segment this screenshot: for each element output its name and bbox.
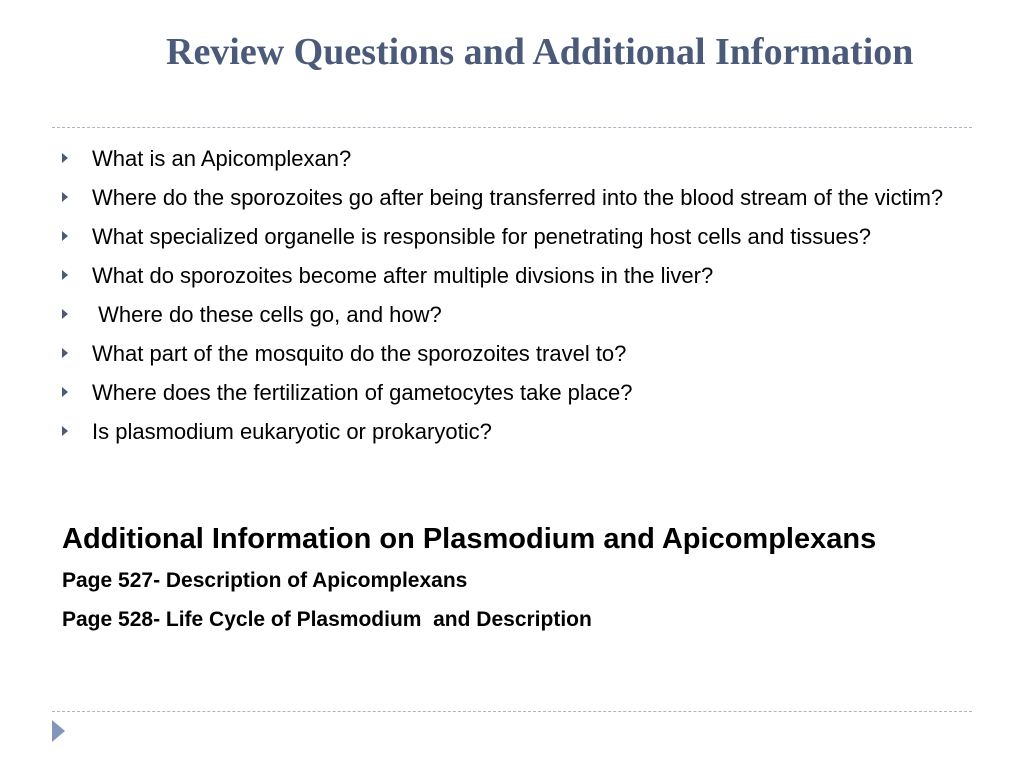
question-text: Where does the fertilization of gametocytes take place?	[92, 380, 633, 405]
page-reference: Page 528- Life Cycle of Plasmodium and Description	[62, 608, 592, 631]
bullet-arrow-icon	[62, 387, 68, 397]
bullet-arrow-icon	[62, 192, 68, 202]
bullet-arrow-icon	[62, 426, 68, 436]
bullet-arrow-icon	[62, 231, 68, 241]
list-item	[62, 300, 962, 330]
list-item	[62, 222, 962, 252]
question-text: What do sporozoites become after multiple divsions in the liver?	[92, 263, 714, 288]
question-text: Is plasmodium eukaryotic or prokaryotic?	[92, 419, 492, 444]
list-item	[62, 417, 962, 447]
question-text: What specialized organelle is responsible for penetrating host cells and tissues?	[92, 224, 871, 249]
question-text: What part of the mosquito do the sporozoites travel to?	[92, 341, 627, 366]
bullet-arrow-icon	[62, 348, 68, 358]
question-list	[62, 144, 962, 456]
question-text: Where do these cells go, and how?	[92, 302, 442, 327]
question-text: What is an Apicomplexan?	[92, 146, 352, 171]
list-item	[62, 339, 962, 369]
slide-title: Review Questions and Additional Information	[166, 31, 914, 73]
bullet-arrow-icon	[62, 270, 68, 280]
list-item	[62, 378, 962, 408]
additional-heading: Additional Information on Plasmodium and Apicomplexans	[62, 523, 877, 555]
list-item	[62, 183, 962, 213]
bullet-arrow-icon	[62, 153, 68, 163]
list-item	[62, 144, 962, 174]
question-text: Where do the sporozoites go after being transferred into the blood stream of the victim?	[92, 185, 944, 210]
additional-information	[62, 518, 962, 644]
list-item	[62, 261, 962, 291]
next-slide-icon[interactable]	[52, 720, 65, 742]
bullet-arrow-icon	[62, 309, 68, 319]
page-reference: Page 527- Description of Apicomplexans	[62, 569, 468, 592]
footer-divider	[52, 711, 972, 712]
title-divider	[52, 127, 972, 128]
